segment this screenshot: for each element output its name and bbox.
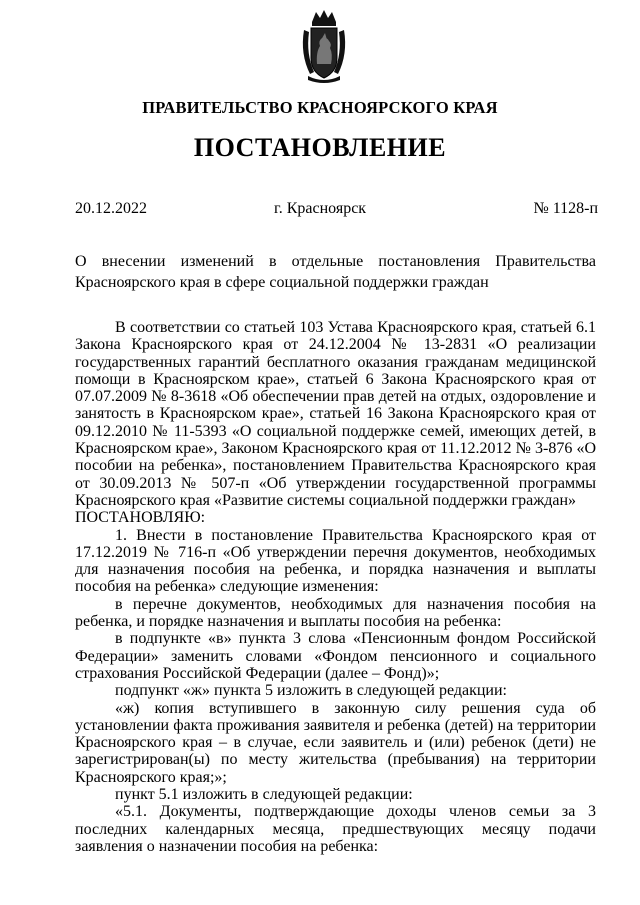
document-city: г. Красноярск xyxy=(273,200,367,217)
paragraph: подпункт «ж» пункта 5 изложить в следующей редакции: xyxy=(115,682,507,700)
document-body xyxy=(75,319,596,855)
paragraph: в перечне документов, необходимых для назначения пособия на ребенка, и порядке назначения и выплаты пособия на ребенка: xyxy=(75,595,596,631)
paragraph-resolve: ПОСТАНОВЛЯЮ: xyxy=(75,509,206,527)
document-subject: О внесении изменений в отдельные постановления Правительства Красноярского края в сфере социальной поддержки граждан xyxy=(75,253,596,291)
document-type-title: ПОСТАНОВЛЕНИЕ xyxy=(193,133,447,162)
krasnoyarsk-coat-of-arms-icon xyxy=(298,8,350,86)
paragraph: в подпункте «в» пункта 3 слова «Пенсионным фондом Российской Федерации» заменить словами «Фондом пенсионного и социального страхования Российской Федерации (далее – Фонд)»; xyxy=(75,630,596,682)
paragraph: «ж) копия вступившего в законную силу решения суда об установлении факта проживания заявителя и ребенка (детей) на территории Красноярского края – в случае, если заявитель и (или) ребенок (дети) не зарегистрирован(ы) по месту жительства (пребывания) на территории Красноярского края;»; xyxy=(75,699,596,786)
document-date: 20.12.2022 xyxy=(75,200,147,217)
paragraph: «5.1. Документы, подтверждающие доходы членов семьи за 3 последних календарных месяца, предшествующих месяцу подачи заявления о назначении пособия на ребенка: xyxy=(75,803,596,855)
paragraph: В соответствии со статьей 103 Устава Красноярского края, статьей 6.1 Закона Красноярского края от 24.12.2004 № 13-2831 «О реализации государственных гарантий бесплатного оказания гражданам медицинской помощи в Красноярском крае», статьей 6 Закона Красноярского края от 07.07.2009 № 8-3618 «Об обеспечении прав детей на отдых, оздоровление и занятость в Красноярском крае», статьей 16 Закона Красноярского края от 09.12.2010 № 11-5393 «О социальной поддержке семей, имеющих детей, в Красноярском крае», Законом Красноярского края от 11.12.2012 № 3-876 «О пособии на ребенка», постановлением Правительства Красноярского края от 30.09.2013 № 507-п «Об утверждении государственной программы Красноярского края «Развитие системы социальной поддержки граждан» xyxy=(75,319,596,509)
government-name: ПРАВИТЕЛЬСТВО КРАСНОЯРСКОГО КРАЯ xyxy=(142,98,498,117)
paragraph: пункт 5.1 изложить в следующей редакции: xyxy=(115,786,413,804)
paragraph: 1. Внести в постановление Правительства Красноярского края от 17.12.2019 № 716-п «Об утверждении перечня документов, необходимых для назначения пособия на ребенка, и порядка назначения и выплаты пособия на ребенка» следующие изменения: xyxy=(75,526,596,596)
document-number: № 1128-п xyxy=(533,200,598,217)
